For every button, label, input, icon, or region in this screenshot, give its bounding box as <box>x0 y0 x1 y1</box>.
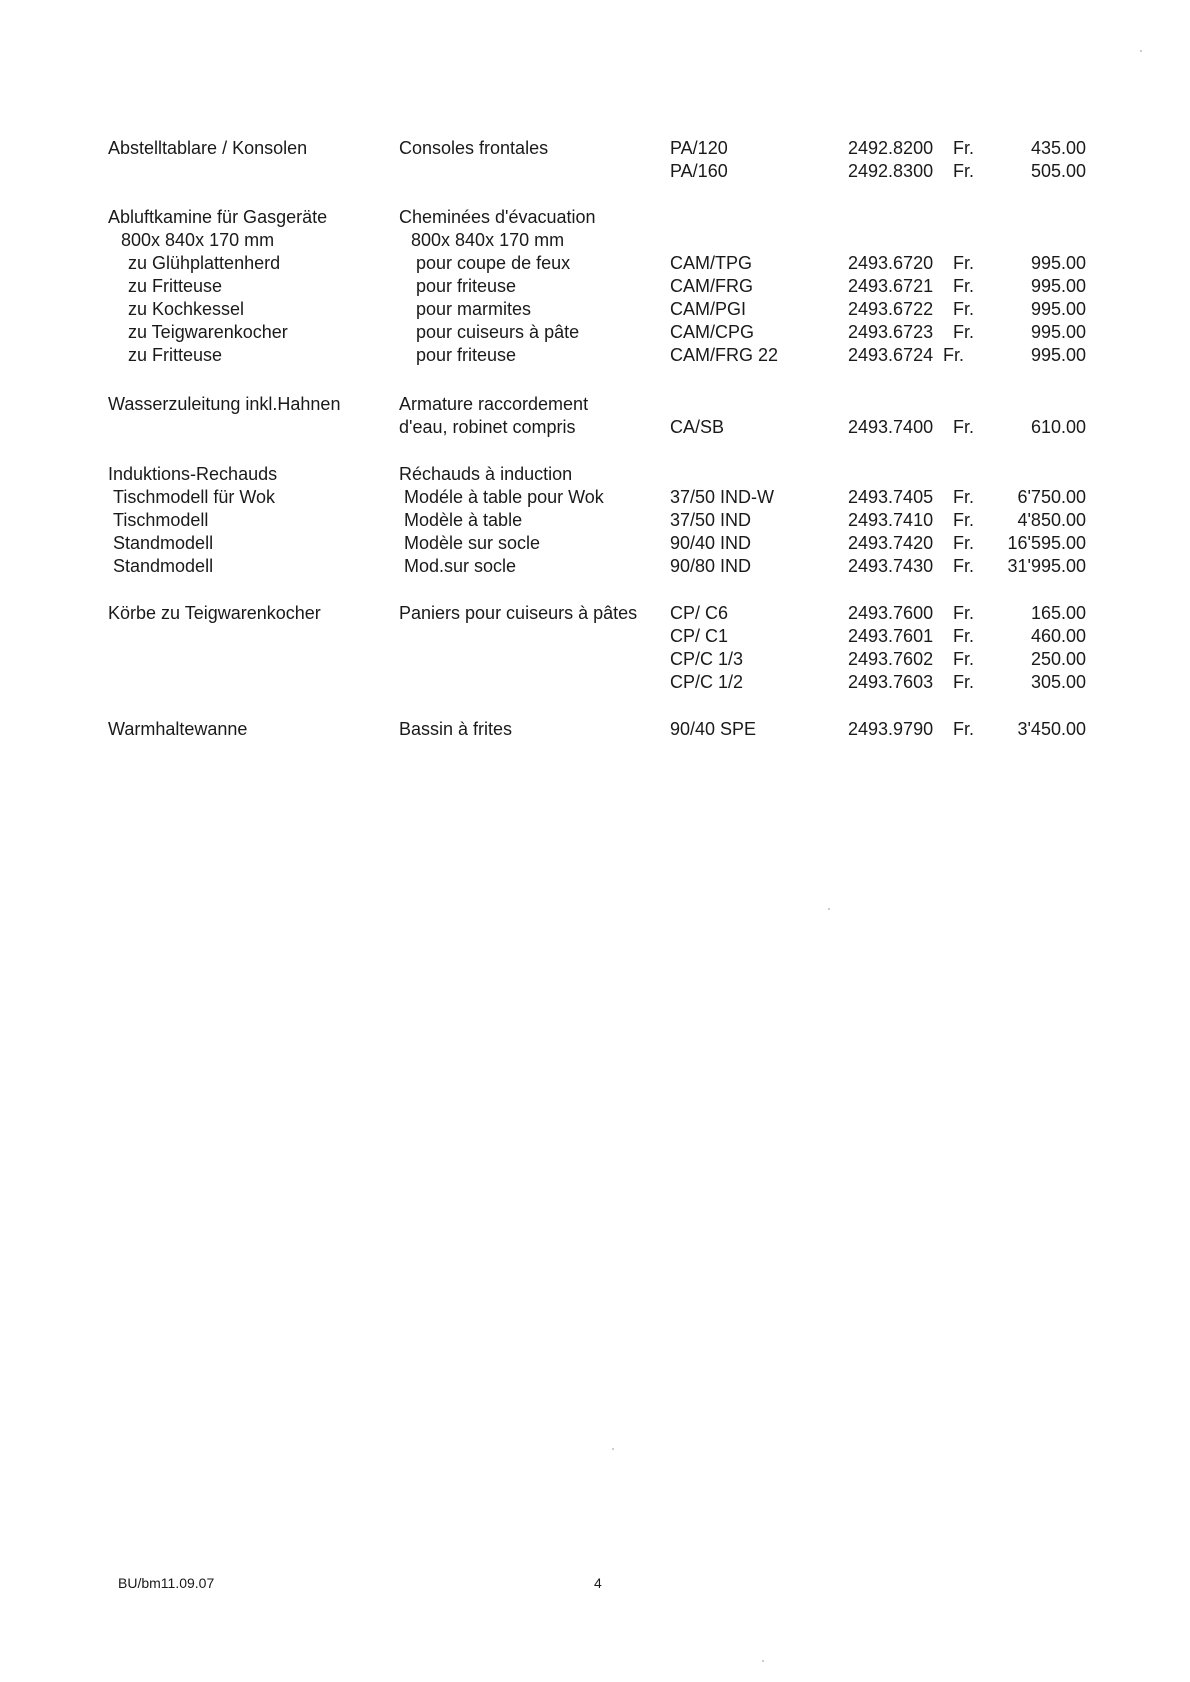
table-row <box>0 205 1190 229</box>
table-row <box>0 647 1190 671</box>
model-code: 37/50 IND-W <box>670 487 775 507</box>
model-code: CP/C 1/3 <box>670 649 744 669</box>
currency: Fr. <box>953 487 974 507</box>
table-row <box>0 485 1190 509</box>
french-description: pour friteuse <box>416 276 517 296</box>
scan-speck <box>1140 50 1142 52</box>
german-description: Abluftkamine für Gasgeräte <box>108 207 328 227</box>
french-description: Modèle à table <box>404 510 523 530</box>
model-code: CAM/PGI <box>670 299 747 319</box>
model-code: CP/ C1 <box>670 626 729 646</box>
currency: Fr. <box>953 510 974 530</box>
french-description: pour coupe de feux <box>416 253 571 273</box>
french-description: Modèle sur socle <box>404 533 541 553</box>
price: 6'750.00 <box>1017 487 1086 507</box>
table-row <box>0 717 1190 741</box>
german-description: zu Teigwarenkocher <box>128 322 288 342</box>
french-description: d'eau, robinet compris <box>399 417 576 437</box>
article-number: 2493.6720 <box>848 253 934 273</box>
german-description: Wasserzuleitung inkl.Hahnen <box>108 394 341 414</box>
article-number: 2493.6724 <box>848 345 934 365</box>
model-code: CA/SB <box>670 417 725 437</box>
currency: Fr. <box>953 719 974 739</box>
table-row <box>0 670 1190 694</box>
model-code: CP/C 1/2 <box>670 672 744 692</box>
price: 3'450.00 <box>1017 719 1086 739</box>
french-description: Modéle à table pour Wok <box>404 487 604 507</box>
french-description: Consoles frontales <box>399 138 549 158</box>
french-description: pour friteuse <box>416 345 517 365</box>
currency: Fr. <box>953 672 974 692</box>
table-row <box>0 601 1190 625</box>
table-row <box>0 462 1190 486</box>
german-description: zu Kochkessel <box>128 299 245 319</box>
table-row <box>0 251 1190 275</box>
german-description: zu Fritteuse <box>128 276 223 296</box>
french-description: pour marmites <box>416 299 532 319</box>
german-description: Standmodell <box>113 556 214 576</box>
table-row <box>0 274 1190 298</box>
article-number: 2493.7600 <box>848 603 934 623</box>
model-code: CAM/FRG <box>670 276 753 296</box>
article-number: 2493.9790 <box>848 719 934 739</box>
model-code: PA/120 <box>670 138 728 158</box>
currency: Fr. <box>953 417 974 437</box>
currency: Fr. <box>953 556 974 576</box>
table-row <box>0 320 1190 344</box>
price: 995.00 <box>1030 345 1086 365</box>
scan-speck <box>612 1448 614 1450</box>
scan-speck <box>828 908 830 910</box>
price: 16'595.00 <box>1007 533 1086 553</box>
article-number: 2493.7601 <box>848 626 934 646</box>
german-description: Warmhaltewanne <box>108 719 248 739</box>
article-number: 2493.7603 <box>848 672 934 692</box>
french-description: Bassin à frites <box>399 719 513 739</box>
currency: Fr. <box>953 276 974 296</box>
article-number: 2493.7410 <box>848 510 934 530</box>
french-description: Paniers pour cuiseurs à pâtes <box>399 603 638 623</box>
german-description: 800x 840x 170 mm <box>121 230 275 250</box>
french-description: Mod.sur socle <box>404 556 517 576</box>
article-number: 2493.7602 <box>848 649 934 669</box>
german-description: Körbe zu Teigwarenkocher <box>108 603 321 623</box>
french-description: 800x 840x 170 mm <box>411 230 565 250</box>
table-row <box>0 531 1190 555</box>
model-code: CP/ C6 <box>670 603 729 623</box>
table-row <box>0 136 1190 160</box>
currency: Fr. <box>953 161 974 181</box>
table-row <box>0 343 1190 367</box>
price: 610.00 <box>1030 417 1086 437</box>
german-description: Tischmodell für Wok <box>113 487 276 507</box>
document-reference: BU/bm11.09.07 <box>118 1575 215 1591</box>
article-number: 2493.6723 <box>848 322 934 342</box>
currency: Fr. <box>943 345 964 365</box>
french-description: pour cuiseurs à pâte <box>416 322 580 342</box>
german-description: Standmodell <box>113 533 214 553</box>
currency: Fr. <box>953 603 974 623</box>
german-description: zu Glühplattenherd <box>128 253 281 273</box>
german-description: Induktions-Rechauds <box>108 464 278 484</box>
currency: Fr. <box>953 322 974 342</box>
price: 305.00 <box>1030 672 1086 692</box>
price: 460.00 <box>1030 626 1086 646</box>
table-row <box>0 297 1190 321</box>
currency: Fr. <box>953 299 974 319</box>
price: 995.00 <box>1030 253 1086 273</box>
article-number: 2493.6721 <box>848 276 934 296</box>
table-row <box>0 415 1190 439</box>
table-row <box>0 392 1190 416</box>
article-number: 2493.7430 <box>848 556 934 576</box>
model-code: PA/160 <box>670 161 728 181</box>
price: 165.00 <box>1030 603 1086 623</box>
article-number: 2492.8300 <box>848 161 934 181</box>
article-number: 2493.7400 <box>848 417 934 437</box>
german-description: Abstelltablare / Konsolen <box>108 138 308 158</box>
price: 995.00 <box>1030 322 1086 342</box>
currency: Fr. <box>953 649 974 669</box>
price: 505.00 <box>1030 161 1086 181</box>
german-description: zu Fritteuse <box>128 345 223 365</box>
french-description: Réchauds à induction <box>399 464 573 484</box>
price: 31'995.00 <box>1007 556 1086 576</box>
price: 435.00 <box>1030 138 1086 158</box>
price: 250.00 <box>1030 649 1086 669</box>
price: 995.00 <box>1030 299 1086 319</box>
table-row <box>0 554 1190 578</box>
table-row <box>0 508 1190 532</box>
article-number: 2493.6722 <box>848 299 934 319</box>
model-code: CAM/TPG <box>670 253 753 273</box>
model-code: CAM/FRG 22 <box>670 345 779 365</box>
german-description: Tischmodell <box>113 510 209 530</box>
article-number: 2492.8200 <box>848 138 934 158</box>
price: 4'850.00 <box>1017 510 1086 530</box>
page-number: 4 <box>594 1575 602 1591</box>
model-code: 90/40 IND <box>670 533 752 553</box>
scan-speck <box>762 1660 764 1662</box>
table-row <box>0 624 1190 648</box>
model-code: 90/80 IND <box>670 556 752 576</box>
french-description: Cheminées d'évacuation <box>399 207 596 227</box>
french-description: Armature raccordement <box>399 394 589 414</box>
model-code: 37/50 IND <box>670 510 752 530</box>
currency: Fr. <box>953 533 974 553</box>
currency: Fr. <box>953 253 974 273</box>
table-row <box>0 228 1190 252</box>
model-code: 90/40 SPE <box>670 719 757 739</box>
model-code: CAM/CPG <box>670 322 755 342</box>
price: 995.00 <box>1030 276 1086 296</box>
currency: Fr. <box>953 138 974 158</box>
article-number: 2493.7405 <box>848 487 934 507</box>
article-number: 2493.7420 <box>848 533 934 553</box>
currency: Fr. <box>953 626 974 646</box>
table-row <box>0 159 1190 183</box>
